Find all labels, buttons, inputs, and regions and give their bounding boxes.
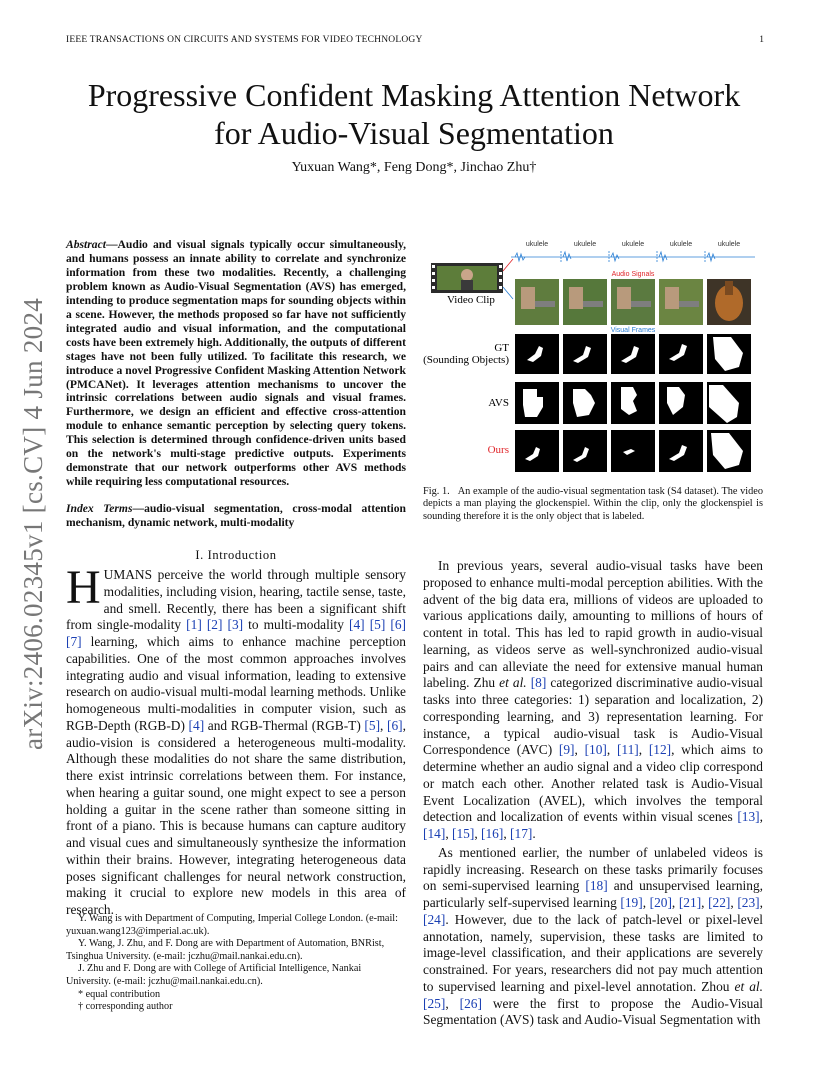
- citation-link[interactable]: [9]: [558, 742, 575, 758]
- audio-signals-label: Audio Signals: [611, 271, 655, 278]
- citation-link[interactable]: [19]: [620, 895, 643, 910]
- intro-text: and RGB-Thermal (RGB-T): [204, 717, 365, 733]
- citation-link[interactable]: [18]: [585, 878, 608, 894]
- footnote: † corresponding author: [78, 1001, 173, 1013]
- citation-link[interactable]: [6]: [387, 717, 403, 733]
- citation-link[interactable]: [5]: [364, 717, 381, 733]
- title-line-1: Progressive Confident Masking Attention Network: [87, 77, 741, 113]
- index-terms-label: Index Terms: [66, 502, 133, 515]
- visual-arrow: [503, 287, 513, 299]
- body-text: , which aims to determine whether an audio signal and a video clip correspond or match each other. Another related task is Audio-Visual Event Localization (AVEL), which involves the temporal detection and localization of events within visual scenes: [423, 742, 764, 825]
- citation-link[interactable]: [10]: [584, 742, 607, 758]
- body-text: categorized discriminative audio-visual tasks into three categories: 1) separation and localization, 2) corresponding learning, and 3) representation learning. For instance, a typical audio-visual task is Audio-Visual Correspondence (AVC): [423, 675, 764, 758]
- avs-label: AVS: [488, 397, 509, 409]
- citation-link[interactable]: [6]: [390, 617, 406, 633]
- citation-link[interactable]: [21]: [678, 895, 702, 910]
- citation-link[interactable]: [12]: [648, 742, 672, 758]
- citation-link[interactable]: [11]: [616, 742, 639, 758]
- visual-frames: [515, 279, 751, 325]
- citation-link[interactable]: [1]: [186, 617, 202, 633]
- author-list: Yuxuan Wang*, Feng Dong*, Jinchao Zhu†: [291, 160, 537, 175]
- citation-link[interactable]: [25]: [423, 995, 446, 1011]
- title-line-2: for Audio-Visual Segmentation: [214, 115, 614, 151]
- drop-cap: H: [66, 561, 101, 614]
- body-text: and unsupervised learning, particularly self-supervised learning: [423, 878, 763, 910]
- intro-text: to multi-modality: [243, 617, 350, 633]
- citation-link[interactable]: [16]: [481, 826, 504, 841]
- ours-label: Ours: [487, 444, 509, 456]
- citation-link[interactable]: [26]: [459, 995, 482, 1011]
- figure-1-caption: [423, 486, 763, 523]
- intro-text: perceive the world through multiple sensory modalities, including vision, hearing, tactile sense, taste, and smell. Recently, there has been a significant shift from single-modality: [66, 567, 407, 633]
- section-heading-introduction: I. Introduction: [195, 548, 277, 562]
- footnote: * equal contribution: [78, 988, 161, 1000]
- citation-link[interactable]: [17]: [510, 826, 533, 841]
- wave-label: ukulele: [669, 241, 693, 248]
- video-clip-label: Video Clip: [447, 294, 495, 306]
- citation-link[interactable]: [22]: [708, 895, 731, 910]
- index-terms-text: —audio-visual segmentation, cross-modal attention mechanism, dynamic network, multi-modality: [66, 502, 406, 529]
- video-clip-film: [431, 263, 503, 293]
- caption-text: An example of the audio-visual segmentation task (S4 dataset). The video depicts a man playing the glockenspiel. Within the clip, only the glockenspiel is sounding therefore it is the only object that is labeled.: [423, 486, 763, 522]
- citation-link[interactable]: [8]: [530, 675, 547, 691]
- lead-word: UMANS: [103, 567, 153, 582]
- audio-waveform: [511, 251, 755, 263]
- introduction-right-column: [423, 558, 763, 1029]
- body-text: In previous years, several audio-visual tasks have been proposed to enhance multi-modal perception abilities. With the advent of the big data era, millions of videos are uploaded to various applications daily, amounting to millions of hours of content in total. This has led to rapid growth in audio-visual learning, as videos serve as well-synchronized audio-visual pairs and can alleviate the need for extensive manual human labeling. Zhu: [423, 558, 763, 691]
- citation-link[interactable]: [2]: [206, 617, 223, 633]
- introduction-left-column: HUMANS perceive the world through multiple sensory modalities, including vision, hearing, tactile sense, taste, and smell. Recently, there has been a significant shift from single-modality [1] [2] [3] to multi-modality [4] [5] [6] [7] learning, which aims to enhance machine perception capabilities. One of the most common approaches involves integrating audio and visual information, leading to extensive research on audio-visual multi-modal learning methods. Unlike homogeneous multi-modalities in computer vision, such as RGB-Depth (RGB-D) [4] and RGB-Thermal (RGB-T) [5], [6], audio-vision is considered a heterogeneous multi-modality. Although these modalities do not share the same distribution, there exist intrinsic correlations between them. For instance, when hearing a guitar sound, one might expect to see a person holding a guitar in the scene rather than someone sitting in front of a piano. This is because humans can capture auditory and visual cues and simultaneously synthesize the information within their brains. However, integrating heterogeneous data poses significant challenges for neural network construction, making it crucial to explore new models in this area of research.: [66, 561, 407, 917]
- citation-link[interactable]: [13]: [737, 809, 760, 825]
- intro-text: learning, which aims to enhance machine perception capabilities. One of the most common approaches involves integrating audio and visual information, leading to extensive research on audio-visual multi-modal learning methods. Unlike homogeneous multi-modalities in computer vision, such as RGB-Depth (RGB-D): [66, 634, 406, 733]
- footnotes: [66, 913, 406, 1014]
- footnote: Y. Wang, J. Zhu, and F. Dong are with Department of Automation, BNRist, Tsinghua University. (e-mail: jczhu@mail.nankai.edu.cn).: [66, 938, 385, 962]
- index-terms: [66, 502, 406, 530]
- citation-link[interactable]: [4]: [188, 717, 205, 733]
- gt-label: GT: [494, 342, 509, 354]
- body-text: et al.: [734, 978, 763, 994]
- paper-title: [40, 76, 788, 152]
- paragraph: In previous years, several audio-visual tasks have been proposed to enhance multi-modal perception abilities. With the advent of the big data era, millions of videos are uploaded to various applications daily, amounting to millions of hours of content in total. This has led to rapid growth in audio-visual learning, as videos serve as well-synchronized audio-visual pairs and can alleviate the need for extensive manual human labeling. Zhu et al. [8] categorized discriminative audio-visual tasks into three categories: 1) separation and localization, 2) corresponding learning, and 3) representation learning. For instance, a typical audio-visual task is Audio-Visual Correspondence (AVC) [9], [10], [11], [12], which aims to determine whether an audio signal and a video clip correspond or match each other. Another related task is Audio-Visual Event Localization (AVEL), which involves the temporal detection and localization of events within visual scenes [13], [14], [15], [16], [17].: [423, 558, 764, 841]
- arxiv-identifier: arXiv:2406.02345v1 [cs.CV] 4 Jun 2024: [18, 297, 48, 750]
- ours-masks: [515, 430, 751, 472]
- body-text: . However, due to the lack of patch-level or pixel-level annotation, namely, supervision, these tasks are limited to image-level classification, and their applications are severely constrained. For years, researchers did not pay much attention to supervised learning and pixel-level annotation. Zhou: [423, 911, 763, 994]
- wave-label: ukulele: [621, 241, 645, 248]
- body-text: et al.: [499, 675, 527, 691]
- gt-sub-label: (Sounding Objects): [423, 354, 509, 366]
- citation-link[interactable]: [4]: [349, 617, 365, 633]
- body-text: were the first to propose the Audio-Visual Segmentation (AVS) task and Audio-Visual Segmentation with: [423, 995, 763, 1028]
- footnote: Y. Wang is with Department of Computing, Imperial College London. (e-mail: yuxuan.wang123@imperial.ac.uk).: [66, 913, 398, 937]
- wave-label: ukulele: [525, 241, 549, 248]
- intro-text: , audio-vision is considered a heterogeneous multi-modality. Although these modalities do not share the same distribution, there exist intrinsic correlations between them. For instance, when hearing a guitar sound, one might expect to see a person holding a guitar in the scene rather than someone sitting in front of a piano. This is because humans can capture auditory and visual cues and simultaneously synthesize the information within their brains. However, integrating heterogeneous data poses significant challenges for neural network construction, making it crucial to explore new models in this area of research.: [66, 717, 406, 917]
- citation-link[interactable]: [24]: [423, 911, 446, 927]
- citation-link[interactable]: [23]: [737, 895, 760, 910]
- figure-1: [423, 237, 763, 477]
- citation-link[interactable]: [7]: [66, 634, 82, 649]
- abstract-label: Abstract: [66, 238, 106, 251]
- citation-link[interactable]: [3]: [227, 617, 244, 633]
- wave-label: ukulele: [573, 241, 597, 248]
- abstract: [66, 238, 406, 489]
- paragraph: As mentioned earlier, the number of unlabeled videos is rapidly increasing. Research on these tasks primarily focuses on semi-supervised learning [18] and unsupervised learning, particularly self-supervised learning [19], [20], [21], [22], [23], [24]. However, due to the lack of patch-level or pixel-level annotation, namely, supervision, these tasks are limited to image-level classification, and their applications are severely constrained. For years, researchers did not pay much attention to supervised learning and pixel-level annotation. Zhou et al. [25], [26] were the first to propose the Audio-Visual Segmentation (AVS) task and Audio-Visual Segmentation with: [423, 844, 763, 1028]
- footnote: J. Zhu and F. Dong are with College of Artificial Intelligence, Nankai University. (e-mail: jczhu@mail.nankai.edu.cn).: [66, 963, 362, 987]
- abstract-text: —Audio and visual signals typically occur simultaneously, and humans possess an innate ability to correlate and synchronize information from these two modalities. Recently, a challenging problem known as Audio-Visual Segmentation (AVS) has emerged, intending to produce segmentation maps for sounding objects within a scene. However, the methods proposed so far have not sufficiently integrated audio and visual information, and the computational costs have been extremely high. Additionally, the outputs of different stages have not been fully utilized. To facilitate this research, we introduce a novel Progressive Confident Masking Attention Network (PMCANet). It leverages attention mechanisms to uncover the intrinsic correlations between audio signals and visual frames. Furthermore, we design an efficient and effective cross-attention module to enhance semantic perception by selecting query tokens. This selection is determined through confidence-driven units based on the network's multi-stage predictive outputs. Experiments demonstrate that our network outperforms other AVS methods while requiring less computational resources.: [66, 238, 406, 489]
- citation-link[interactable]: [14]: [423, 826, 446, 841]
- visual-frames-label: Visual Frames: [610, 327, 656, 334]
- wave-label: ukulele: [717, 241, 741, 248]
- audio-arrow: [503, 259, 513, 271]
- body-text: As mentioned earlier, the number of unlabeled videos is rapidly increasing. Research on these tasks primarily focuses on semi-supervised learning: [423, 844, 763, 894]
- citation-link[interactable]: [5]: [369, 617, 386, 633]
- avs-masks: [515, 382, 751, 424]
- citation-link[interactable]: [20]: [649, 895, 672, 910]
- page-number: 1: [759, 35, 764, 45]
- citation-link[interactable]: [15]: [452, 826, 475, 841]
- gt-masks: [515, 334, 751, 374]
- running-header: IEEE TRANSACTIONS ON CIRCUITS AND SYSTEMS FOR VIDEO TECHNOLOGY: [66, 35, 423, 45]
- caption-label: Fig. 1.: [423, 486, 450, 497]
